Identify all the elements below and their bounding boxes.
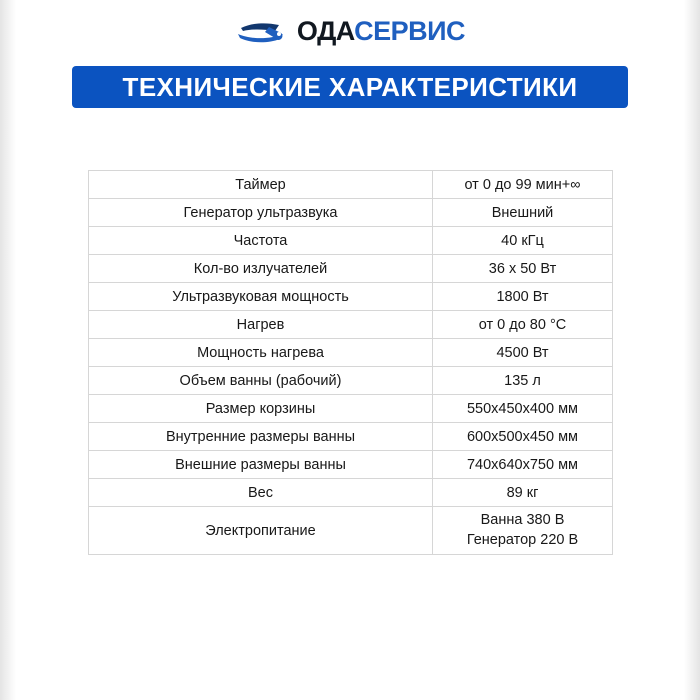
table-row [89,367,613,395]
table-row [89,199,613,227]
table-row [89,311,613,339]
spec-param: Кол-во излучателей [89,255,433,283]
table-row [89,451,613,479]
spec-param: Частота [89,227,433,255]
spec-param: Таймер [89,171,433,199]
spec-value: 89 кг [433,479,613,507]
table-row [89,255,613,283]
table-row [89,171,613,199]
spec-value: 600х500х450 мм [433,423,613,451]
brand-name-part1: ОДА [296,15,355,46]
spec-value: Внешний [433,199,613,227]
spec-param: Мощность нагрева [89,339,433,367]
brand-name [296,15,466,46]
page-title: ТЕХНИЧЕСКИЕ ХАРАКТЕРИСТИКИ [122,71,578,102]
spec-param: Вес [89,479,433,507]
spec-param: Ультразвуковая мощность [89,283,433,311]
spec-param: Размер корзины [89,395,433,423]
spec-value: 135 л [433,367,613,395]
brand-logo [0,0,700,44]
spec-param: Внешние размеры ванны [89,451,433,479]
spec-param: Внутренние размеры ванны [89,423,433,451]
spec-value [433,507,613,555]
spec-param: Объем ванны (рабочий) [89,367,433,395]
brand-name-part2: СЕРВИС [354,15,466,46]
specifications-table [88,170,612,555]
title-banner [72,66,628,108]
spec-value: 40 кГц [433,227,613,255]
spec-value-line-2: Генератор 220 В [466,531,579,548]
spec-value: от 0 до 80 °С [433,311,613,339]
boat-wrench-icon [235,15,289,47]
table-row [89,283,613,311]
table-row [89,395,613,423]
table-row [89,227,613,255]
table-row [89,479,613,507]
table-body [89,171,613,555]
spec-value: от 0 до 99 мин+∞ [433,171,613,199]
table-row [89,423,613,451]
spec-value: 1800 Вт [433,283,613,311]
spec-value: 36 х 50 Вт [433,255,613,283]
spec-value-line-1: Ванна 380 В [480,511,565,528]
spec-param: Нагрев [89,311,433,339]
spec-value: 740х640х750 мм [433,451,613,479]
spec-value: 550х450х400 мм [433,395,613,423]
table-row [89,507,613,555]
table-row [89,339,613,367]
spec-param: Электропитание [89,507,433,555]
spec-param: Генератор ультразвука [89,199,433,227]
spec-value: 4500 Вт [433,339,613,367]
